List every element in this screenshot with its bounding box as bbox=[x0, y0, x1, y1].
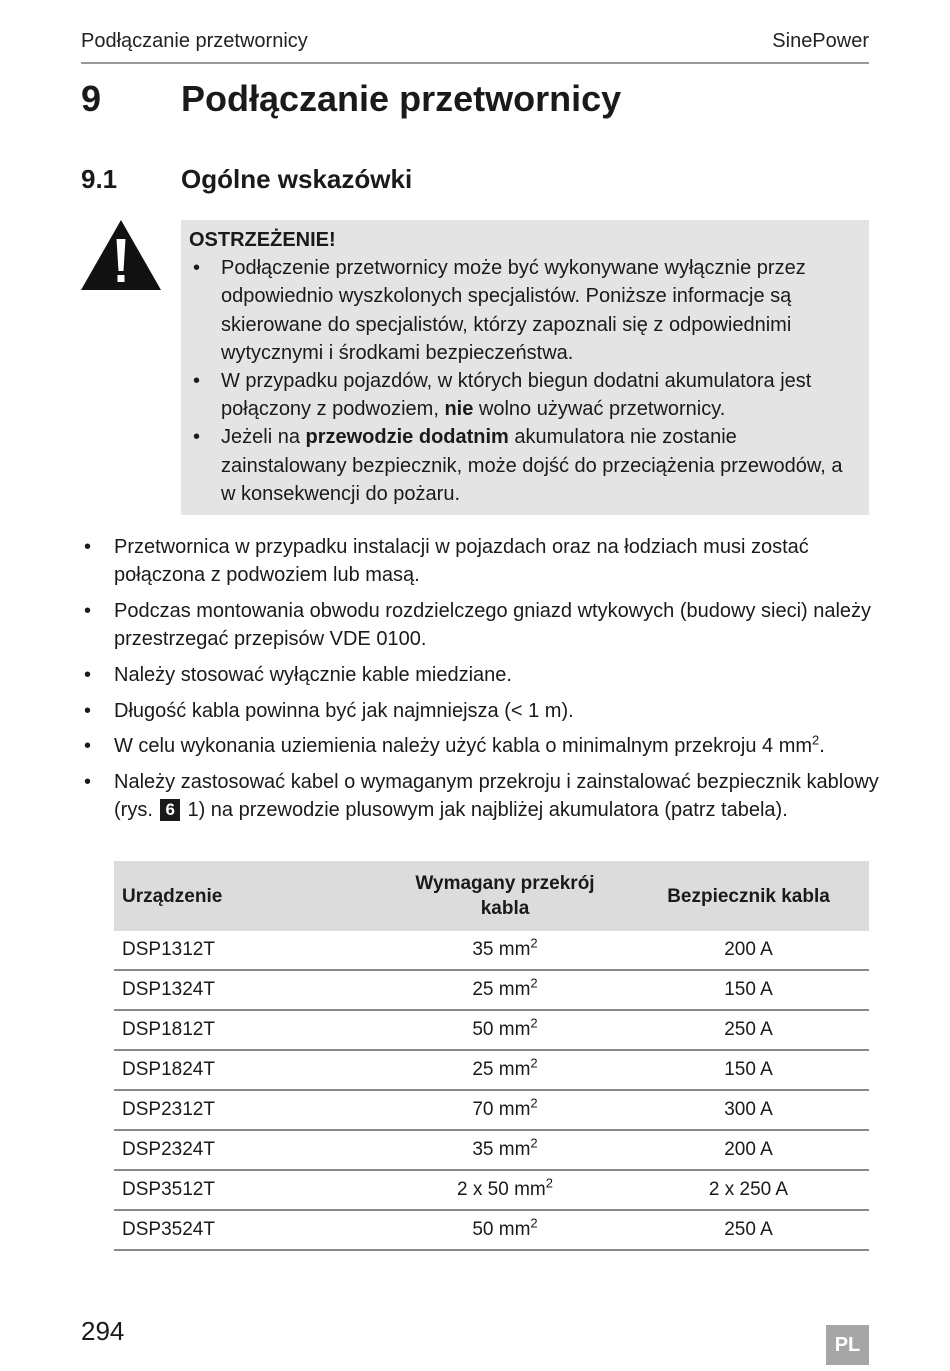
figure-reference-badge: 6 bbox=[160, 799, 179, 821]
warning-item bbox=[189, 254, 861, 367]
section-title: Ogólne wskazówki bbox=[181, 164, 413, 194]
table-row bbox=[114, 1010, 869, 1050]
column-header-fuse: Bezpiecznik kabla bbox=[628, 861, 869, 931]
table-row bbox=[114, 1210, 869, 1250]
list-item bbox=[81, 732, 881, 760]
cell-device: DSP3524T bbox=[114, 1210, 382, 1250]
list-item-text: Należy stosować wyłącznie kable miedziane. bbox=[114, 663, 512, 686]
superscript: 2 bbox=[545, 1175, 553, 1191]
cross-section-value: 70 mm bbox=[472, 1099, 531, 1120]
list-item-text: Długość kabla powinna być jak najmniejsza (< 1 m). bbox=[114, 699, 574, 722]
column-header-device: Urządzenie bbox=[114, 861, 382, 931]
cell-cross-section bbox=[382, 1210, 628, 1250]
table-row bbox=[114, 931, 869, 970]
list-item-text: W celu wykonania uziemienia należy użyć kabla o minimalnym przekroju 4 mm bbox=[114, 735, 813, 758]
cell-device: DSP1312T bbox=[114, 931, 382, 970]
warning-box bbox=[181, 220, 869, 515]
warning-triangle-icon bbox=[80, 219, 162, 291]
chapter-number: 9 bbox=[81, 78, 102, 119]
cell-cross-section bbox=[382, 1130, 628, 1170]
superscript: 2 bbox=[530, 1055, 538, 1071]
cell-fuse: 300 A bbox=[628, 1090, 869, 1130]
cross-section-value: 35 mm bbox=[472, 1139, 531, 1160]
cable-table bbox=[114, 861, 869, 1251]
superscript: 2 bbox=[530, 1215, 538, 1231]
page-header bbox=[81, 30, 869, 64]
table-row bbox=[114, 970, 869, 1010]
cell-fuse: 2 x 250 A bbox=[628, 1170, 869, 1210]
list-item-text: Podczas montowania obwodu rozdzielczego gniazd wtykowych (budowy sieci) należy przestrzegać przepisów VDE 0100. bbox=[114, 599, 872, 651]
table-header-row bbox=[114, 861, 869, 931]
cell-device: DSP2324T bbox=[114, 1130, 382, 1170]
superscript: 2 bbox=[530, 1095, 538, 1111]
list-item-text: Należy zastosować kabel o wymaganym przekroju i zainstalować bezpiecznik kablowy (rys. bbox=[114, 770, 879, 822]
cell-fuse: 150 A bbox=[628, 1050, 869, 1090]
cell-device: DSP1812T bbox=[114, 1010, 382, 1050]
warning-list bbox=[189, 254, 861, 508]
list-item-text: Przetwornica w przypadku instalacji w pojazdach oraz na łodziach musi zostać połączona z podwoziem lub masą. bbox=[114, 536, 809, 587]
cell-cross-section bbox=[382, 1170, 628, 1210]
cross-section-value: 25 mm bbox=[472, 1059, 531, 1080]
cell-cross-section bbox=[382, 1090, 628, 1130]
cross-section-value: 50 mm bbox=[472, 1219, 531, 1240]
list-item-text: . bbox=[819, 735, 825, 758]
list-item bbox=[81, 768, 881, 824]
cross-section-value: 25 mm bbox=[472, 979, 531, 1000]
cell-fuse: 150 A bbox=[628, 970, 869, 1010]
superscript: 2 bbox=[530, 1135, 538, 1151]
table-row bbox=[114, 1090, 869, 1130]
table-row bbox=[114, 1050, 869, 1090]
table-body bbox=[114, 931, 869, 1250]
cell-fuse: 250 A bbox=[628, 1010, 869, 1050]
warning-item bbox=[189, 367, 861, 423]
column-header-cross-section: Wymagany przekrój kabla bbox=[382, 861, 628, 931]
warning-item-emphasis: przewodzie dodatnim bbox=[305, 426, 509, 449]
cell-cross-section bbox=[382, 1010, 628, 1050]
list-item bbox=[81, 697, 881, 725]
table-row bbox=[114, 1130, 869, 1170]
superscript: 2 bbox=[530, 935, 538, 951]
warning-item bbox=[189, 423, 861, 508]
cell-device: DSP3512T bbox=[114, 1170, 382, 1210]
table-row bbox=[114, 1170, 869, 1210]
warning-item-text: W przypadku pojazdów, w których biegun dodatni akumulatora jest połączony z podwoziem, bbox=[221, 370, 812, 421]
cross-section-value: 35 mm bbox=[472, 939, 531, 960]
instruction-list bbox=[81, 533, 881, 832]
cell-device: DSP1824T bbox=[114, 1050, 382, 1090]
warning-item-text: akumulatora nie zostanie zainstalowany bezpiecznik, może dojść do przeciążenia przewodów, a w konsekwencji do pożaru. bbox=[221, 426, 843, 505]
warning-item-text: wolno używać przetwornicy. bbox=[473, 398, 726, 421]
superscript: 2 bbox=[530, 1015, 538, 1031]
list-item bbox=[81, 533, 881, 589]
language-badge: PL bbox=[826, 1325, 869, 1365]
cell-fuse: 200 A bbox=[628, 1130, 869, 1170]
warning-item-text: Jeżeli na bbox=[221, 426, 306, 449]
chapter-title: Podłączanie przetwornicy bbox=[181, 78, 622, 119]
cell-cross-section bbox=[382, 931, 628, 970]
cell-cross-section bbox=[382, 1050, 628, 1090]
header-product: SinePower bbox=[772, 30, 869, 52]
warning-item-text: Podłączenie przetwornicy może być wykonywane wyłącznie przez odpowiednio wyszkolonych specjalistów. Poniższe informacje są skierowane do specjalistów, którzy zapoznali się z odpowiednimi wytycznymi i środkami bezpieczeństwa. bbox=[221, 257, 806, 364]
superscript: 2 bbox=[530, 975, 538, 991]
section-number: 9.1 bbox=[81, 164, 118, 194]
cross-section-value: 50 mm bbox=[472, 1019, 531, 1040]
superscript: 2 bbox=[812, 732, 820, 748]
header-chapter: Podłączanie przetwornicy bbox=[81, 30, 308, 52]
cell-fuse: 250 A bbox=[628, 1210, 869, 1250]
cell-device: DSP1324T bbox=[114, 970, 382, 1010]
list-item bbox=[81, 661, 881, 689]
cell-fuse: 200 A bbox=[628, 931, 869, 970]
list-item bbox=[81, 597, 881, 653]
warning-item-emphasis: nie bbox=[444, 398, 474, 421]
page-number: 294 bbox=[81, 1316, 125, 1346]
cross-section-value: 2 x 50 mm bbox=[457, 1179, 546, 1200]
warning-title: OSTRZEŻENIE! bbox=[189, 229, 336, 251]
cell-cross-section bbox=[382, 970, 628, 1010]
cell-device: DSP2312T bbox=[114, 1090, 382, 1130]
list-item-text: 1) na przewodzie plusowym jak najbliżej akumulatora (patrz tabela). bbox=[181, 799, 788, 822]
